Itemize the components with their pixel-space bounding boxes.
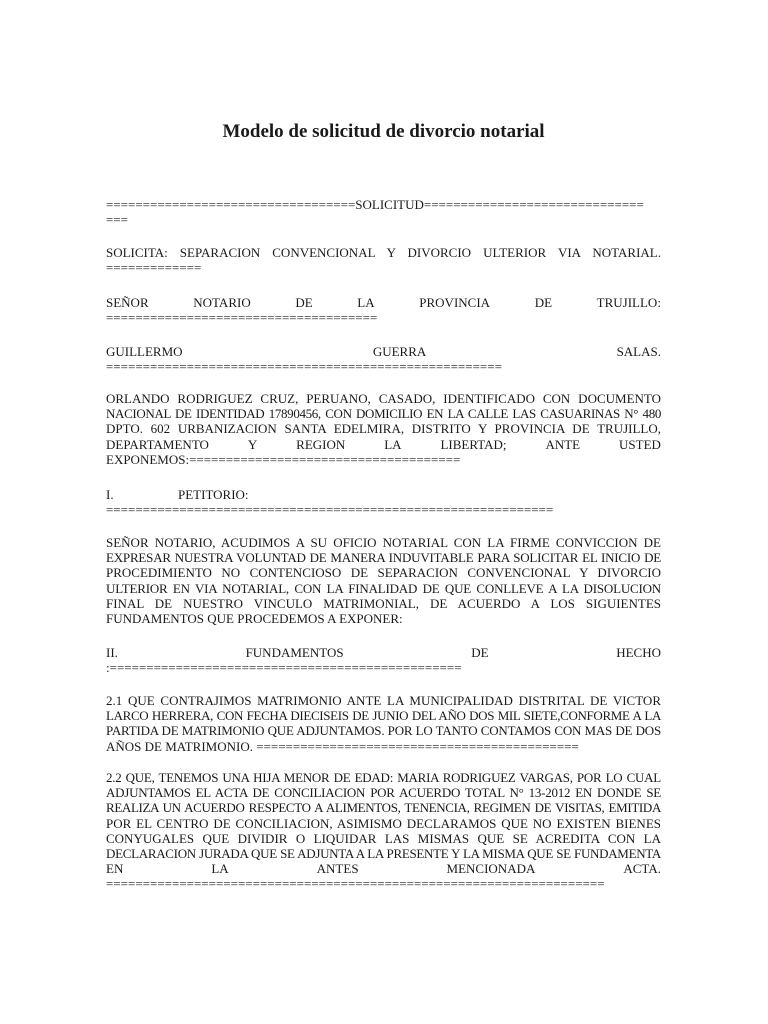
- text-line: 2.1 QUE CONTRAJIMOS MATRIMONIO ANTE LA MUNICIPALIDAD DISTRITAL DE VICTOR: [106, 693, 661, 708]
- text-line: FINAL DE NUESTRO VINCULO MATRIMONIAL, DE ACUERDO A LOS SIGUIENTES: [106, 595, 661, 611]
- word: TRUJILLO:: [596, 295, 661, 310]
- solicita-paragraph: [106, 245, 661, 275]
- word: FUNDAMENTOS: [245, 645, 344, 660]
- word: LIBERTAD;: [440, 436, 507, 452]
- text-line: [106, 437, 661, 452]
- punto-2-2-paragraph: [106, 770, 661, 892]
- text-line: EXPRESAR NUESTRA VOLUNTAD DE MANERA INDUVITABLE PARA SOLICITAR EL INICIO DE: [106, 550, 661, 566]
- section-label: PETITORIO:: [178, 487, 249, 502]
- word: DE: [295, 295, 313, 310]
- word: ACTA.: [623, 861, 661, 877]
- word: DEPARTAMENTO: [106, 436, 209, 452]
- solicitud-header: [106, 197, 661, 227]
- text-line: ADJUNTAMOS EL ACTA DE CONCILIACION POR ACUERDO TOTAL N° 13-2012 EN DONDE SE: [106, 785, 661, 801]
- peticion-paragraph: [106, 535, 661, 626]
- text-line: PROCEDIMIENTO NO CONTENCIOSO DE SEPARACION CONVENCIONAL Y DIVORCIO: [106, 565, 661, 581]
- document-page: [106, 0, 661, 892]
- word: SALAS.: [616, 344, 661, 359]
- text-line: 2.2 QUE, TENEMOS UNA HIJA MENOR DE EDAD: MARIA RODRIGUEZ VARGAS, POR LO CUAL: [106, 770, 661, 785]
- fundamentos-rule: :================================================: [106, 660, 462, 676]
- destinatario-line: [106, 344, 661, 359]
- text-line: REALIZA UN ACUERDO RESPECTO A ALIMENTOS, TENENCIA, REGIMEN DE VISITAS, EMITIDA: [106, 800, 661, 816]
- word: GUERRA: [372, 344, 427, 359]
- document-title: Modelo de solicitud de divorcio notarial: [222, 121, 545, 142]
- solicita-line: [106, 245, 661, 260]
- text-line: ORLANDO RODRIGUEZ CRUZ, PERUANO, CASADO, IDENTIFICADO CON DOCUMENTO: [106, 391, 661, 406]
- punto-2-2-rule: ====================================================================: [106, 876, 605, 892]
- solicitud-header-line: ===: [106, 212, 128, 228]
- text-line: DECLARACION JURADA QUE SE ADJUNTA A LA PRESENTE Y LA MISMA QUE SE FUNDAMENTA: [106, 846, 661, 862]
- word: LA: [384, 436, 402, 452]
- word: NOTARIO: [193, 295, 251, 310]
- fundamentos-heading: [106, 645, 661, 675]
- word: MENCIONADA: [446, 861, 536, 877]
- word: ANTES: [316, 861, 359, 877]
- word: DE: [534, 295, 553, 310]
- text-line: FUNDAMENTOS QUE PROCEDEMOS A EXPONER:: [106, 611, 403, 627]
- text-line: DPTO. 602 URBANIZACION SANTA EDELMIRA, DISTRITO Y PROVINCIA DE TRUJILLO,: [106, 421, 661, 437]
- word: HECHO: [616, 645, 661, 660]
- destinatario-rule: ======================================================: [106, 359, 502, 375]
- text-line: PARTIDA DE MATRIMONIO QUE ADJUNTAMOS. POR LO TANTO CONTAMOS CON MAS DE DOS: [106, 723, 661, 739]
- text-line: AÑOS DE MATRIMONIO. ============================================: [106, 738, 579, 754]
- word: EN: [106, 861, 124, 877]
- word: SEÑOR: [106, 295, 149, 310]
- solicita-rule: =============: [106, 260, 202, 276]
- word: USTED: [619, 436, 661, 452]
- comparecientes-paragraph: [106, 391, 661, 467]
- word: REGION: [296, 436, 346, 452]
- word: DE: [471, 645, 489, 660]
- section-number: II.: [106, 645, 118, 660]
- text-line: SEÑOR NOTARIO, ACUDIMOS A SU OFICIO NOTARIAL CON LA FIRME CONVICCION DE: [106, 535, 661, 550]
- petitorio-rule: =============================================================: [106, 502, 554, 518]
- solicita-text: SOLICITA: SEPARACION CONVENCIONAL Y DIVORCIO ULTERIOR VIA NOTARIAL.: [106, 245, 661, 260]
- word: GUILLERMO: [106, 344, 183, 359]
- text-line: EXPONEMOS:=====================================: [106, 451, 461, 467]
- punto-2-1-paragraph: [106, 693, 661, 754]
- fundamentos-line: [106, 645, 661, 660]
- senor-notario-line: [106, 295, 661, 310]
- word: LA: [357, 295, 375, 310]
- senor-notario-rule: =====================================: [106, 310, 378, 326]
- petitorio-heading: [106, 487, 661, 517]
- text-line: CONYUGALES QUE DIVIDIR O LIQUIDAR LAS MISMAS QUE SE ACREDITA CON LA: [106, 830, 661, 846]
- petitorio-line: [106, 487, 661, 502]
- solicitud-header-line: ==================================SOLICITUD==============================: [106, 197, 644, 212]
- text-line: NACIONAL DE IDENTIDAD 17890456, CON DOMICILIO EN LA CALLE LAS CASUARINAS N° 480: [106, 406, 661, 422]
- text-line: [106, 861, 661, 876]
- word: Y: [247, 436, 258, 452]
- text-line: LARCO HERRERA, CON FECHA DIECISEIS DE JUNIO DEL AÑO DOS MIL SIETE,CONFORME A LA: [106, 708, 661, 724]
- section-number: I.: [106, 487, 114, 502]
- word: LA: [211, 861, 229, 877]
- text-line: ULTERIOR EN VIA NOTARIAL, CON LA FINALIDAD DE QUE CONLLEVE A LA DISOLUCION: [106, 580, 661, 596]
- destinatario-paragraph: [106, 344, 661, 374]
- senor-notario-paragraph: [106, 295, 661, 325]
- text-line: POR EL CENTRO DE CONCILIACION, ASIMISMO DECLARAMOS QUE NO EXISTEN BIENES: [106, 815, 661, 831]
- word: PROVINCIA: [419, 295, 491, 310]
- word: ANTE: [545, 436, 581, 452]
